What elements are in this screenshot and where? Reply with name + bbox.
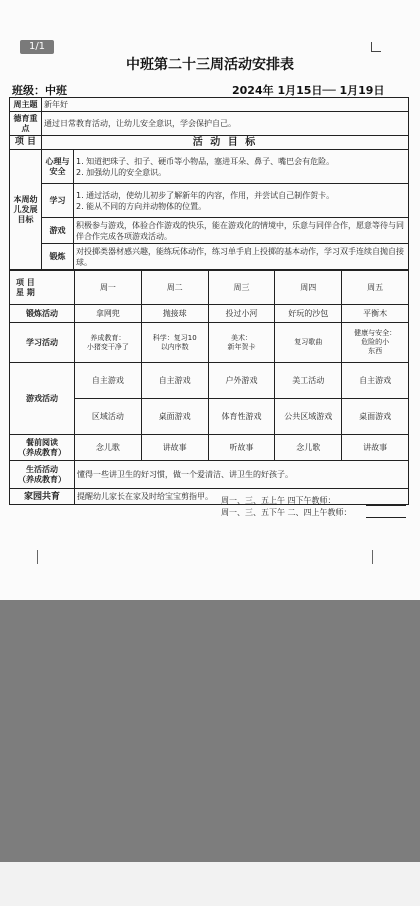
learning-cell: 健康与安全： 危险的小 东西 (342, 323, 409, 363)
goal-header: 活 动 目 标 (42, 136, 409, 150)
crop-mark (371, 42, 381, 52)
goal-area-safety: 心理与安全 (42, 150, 74, 184)
life-text: 懂得一些讲卫生的好习惯，做一个爱清洁、讲卫生的好孩子。 (75, 461, 409, 489)
reading-label: 餐前阅读 （养成教育） (10, 435, 75, 461)
reading-cell: 讲故事 (342, 435, 409, 461)
moral-focus-label: 德育重点 (10, 112, 42, 136)
signature-underline (366, 505, 406, 506)
learning-cell: 复习歌曲 (275, 323, 342, 363)
schedule-table (9, 270, 409, 505)
home-label: 家园共育 (10, 489, 75, 505)
week-theme-label: 周主题 (10, 98, 42, 112)
corner-item-label: 项 目 (16, 277, 35, 287)
page-title: 中班第二十三周活动安排表 (126, 57, 294, 73)
games-cell: 自主游戏 (141, 363, 208, 399)
teacher-signature-line: 周一、三、五上午 四下午教师： (221, 496, 336, 505)
weekly-goals-label: 本周幼儿发展目标 (10, 150, 42, 270)
games-cell: 户外游戏 (208, 363, 275, 399)
goal-text-learning: 1. 通过活动，使幼儿初步了解新年的内容，作用，并尝试自己制作贺卡。 2. 能从不同的方向并动物体的位置。 (74, 184, 409, 218)
crop-mark (37, 550, 38, 564)
item-header: 项 目 (10, 136, 42, 150)
empty-viewer-area (0, 600, 420, 862)
class-label: 班级：中班 (12, 84, 67, 97)
reading-cell: 听故事 (208, 435, 275, 461)
learning-cell: 养成教育： 小猪变干净了 (75, 323, 142, 363)
games-cell: 区域活动 (75, 399, 142, 435)
games-cell: 美工活动 (275, 363, 342, 399)
page-indicator: 1/1 (20, 40, 54, 54)
day-header: 周三 (208, 271, 275, 305)
games-label: 游戏活动 (10, 363, 75, 435)
games-cell: 体育性游戏 (208, 399, 275, 435)
reading-cell: 念儿歌 (75, 435, 142, 461)
date-range: 2024年 1月15日── 1月19日 (232, 84, 385, 97)
exercise-cell: 抛接球 (141, 305, 208, 323)
home-text: 提醒幼儿家长在家及时给宝宝剪指甲。 (75, 489, 409, 505)
exercise-cell: 平衡木 (342, 305, 409, 323)
learning-cell: 美术： 新年贺卡 (208, 323, 275, 363)
week-theme-value: 新年好 (42, 98, 409, 112)
day-header: 周五 (342, 271, 409, 305)
teacher-signature-line: 周一、三、五下午 二、四上午教师： (221, 508, 352, 517)
reading-cell: 讲故事 (141, 435, 208, 461)
corner-day-label: 星 期 (16, 287, 35, 297)
day-header: 周一 (75, 271, 142, 305)
signature-underline (366, 517, 406, 518)
learning-label: 学习活动 (10, 323, 75, 363)
exercise-cell: 拿网兜 (75, 305, 142, 323)
goals-table (9, 97, 409, 270)
day-header: 周二 (141, 271, 208, 305)
exercise-label: 锻炼活动 (10, 305, 75, 323)
day-header: 周四 (275, 271, 342, 305)
games-cell: 桌面游戏 (342, 399, 409, 435)
goal-text-exercise: 对投掷类器材感兴趣，能练玩体动作，练习单手肩上投掷的基本动作，学习双手连续自抛自接球。 (74, 244, 409, 270)
schedule-corner (10, 271, 75, 305)
games-cell: 桌面游戏 (141, 399, 208, 435)
learning-cell: 科学：复习10 以内序数 (141, 323, 208, 363)
exercise-cell: 投过小河 (208, 305, 275, 323)
goal-area-learning: 学习 (42, 184, 74, 218)
goal-area-exercise: 锻炼 (42, 244, 74, 270)
games-cell: 自主游戏 (342, 363, 409, 399)
games-cell: 公共区域游戏 (275, 399, 342, 435)
goal-text-games: 积极参与游戏，体验合作游戏的快乐，能在游戏化的情境中，乐意与同伴合作，愿意等待与同伴合作完成各项游戏活动。 (74, 218, 409, 244)
reading-cell: 念儿歌 (275, 435, 342, 461)
crop-mark (372, 550, 373, 564)
life-label: 生活活动 （养成教育） (10, 461, 75, 489)
games-cell: 自主游戏 (75, 363, 142, 399)
moral-focus-value: 通过日常教育活动，让幼儿安全意识，学会保护自己。 (42, 112, 409, 136)
goal-text-safety: 1. 知道把珠子、扣子、硬币等小物品，塞进耳朵、鼻子、嘴巴会有危险。 2. 加强幼儿的安全意识。 (74, 150, 409, 184)
exercise-cell: 好玩的沙包 (275, 305, 342, 323)
goal-area-games: 游戏 (42, 218, 74, 244)
